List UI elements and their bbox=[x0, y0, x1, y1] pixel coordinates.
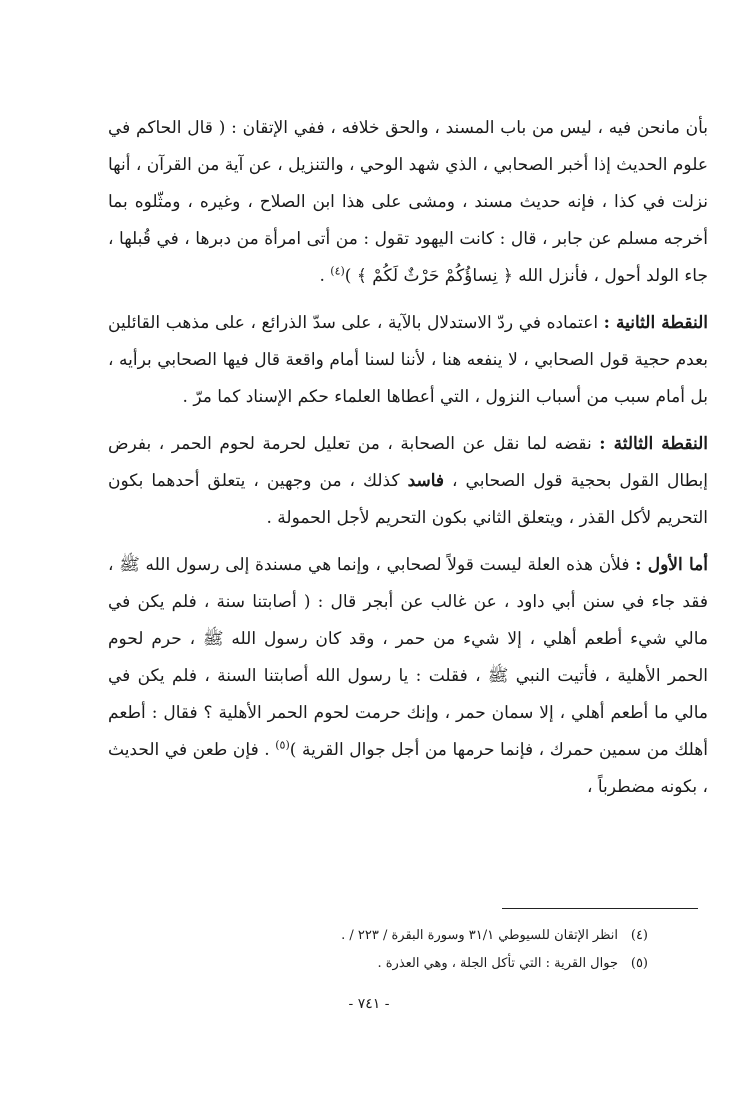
footnote-text: جوال القرية : التي تأكل الجلة ، وهي العذرة . bbox=[377, 956, 618, 971]
footnotes bbox=[108, 922, 648, 978]
paragraph-3-emphasis: فاسد bbox=[407, 471, 445, 491]
paragraph-3-text-1: نقضه لما نقل عن الصحابة ، من تعليل لحرمة لحوم الحمر ، بفرض إبطال القول بحجية قول الصحابي ، bbox=[108, 434, 708, 491]
footnote-ref-5[interactable]: (٥) bbox=[275, 738, 290, 752]
paragraph-3-heading: النقطة الثالثة : bbox=[599, 434, 708, 454]
footnote-number: (٤) bbox=[630, 928, 648, 943]
paragraph-3 bbox=[108, 426, 708, 537]
paragraph-4-tail: . فإن طعن في الحديث ، بكونه مضطرباً ، bbox=[108, 740, 708, 797]
paragraph-4-text: فلأن هذه العلة ليست قولاً لصحابي ، وإنما هي مسندة إلى رسول الله ﷺ ، فقد جاء في سنن أبي داود ، عن غالب عن أبجر قال : ( أصابتنا سنة ، فلم يكن في مالي شيء أطعم أهلي ، إلا شيء من حمر ، وقد كان رسول الله ﷺ ، حرم لحوم الحمر الأهلية ، فأتيت النبي ﷺ ، فقلت : يا رسول الله أصابتنا السنة ، فلم يكن في مالي ما أطعم أهلي ، إلا سمان حمر ، وإنك حرمت لحوم الحمر الأهلية ؟ فقال : أطعم أهلك من سمين حمرك ، فإنما حرمها من أجل جوال القرية ) bbox=[108, 555, 708, 760]
paragraph-2-text: اعتماده في ردّ الاستدلال بالآية ، على سدّ الذرائع ، على مذهب القائلين بعدم حجية قول الصحابي ، لا ينفعه هنا ، لأننا لسنا أمام واقعة قال فيها الصحابي برأيه ، بل أمام سبب من أسباب النزول ، التي أعطاها العلماء حكم الإسناد كما مرّ . bbox=[108, 313, 708, 407]
footnote-divider bbox=[502, 908, 698, 909]
paragraph-1 bbox=[108, 110, 708, 295]
page-number: - ٧٤١ - bbox=[348, 996, 390, 1012]
paragraph-4-heading: أما الأول : bbox=[635, 555, 708, 575]
footnote-4 bbox=[108, 922, 648, 950]
paragraph-2 bbox=[108, 305, 708, 416]
page-body bbox=[108, 110, 708, 806]
footnote-ref-4[interactable]: (٤) bbox=[330, 264, 345, 278]
paragraph-4 bbox=[108, 547, 708, 806]
footnote-5 bbox=[108, 950, 648, 978]
footnote-number: (٥) bbox=[630, 956, 648, 971]
paragraph-3-text-2: كذلك ، من وجهين ، يتعلق أحدهما بكون التحريم لأكل القذر ، ويتعلق الثاني بكون التحريم لأجل الحمولة . bbox=[108, 471, 708, 528]
paragraph-2-heading: النقطة الثانية : bbox=[603, 313, 708, 333]
footnote-text: انظر الإتقان للسيوطي ٣١/١ وسورة البقرة / ٢٢٣ / . bbox=[341, 928, 618, 943]
paragraph-1-text: بأن مانحن فيه ، ليس من باب المسند ، والحق خلافه ، ففي الإتقان : ( قال الحاكم في علوم الحديث إذا أخبر الصحابي ، الذي شهد الوحي ، والتنزيل ، عن آية من القرآن ، أنها نزلت في كذا ، فإنه حديث مسند ، ومشى على هذا ابن الصلاح ، وغيره ، ومثّلوه بما أخرجه مسلم عن جابر ، قال : كانت اليهود تقول : من أتى امرأة من دبرها ، في قُبلها ، جاء الولد أحول ، فأنزل الله ﴿ نِساؤُكُمْ حَرْثٌ لَكُمْ ﴾ ) bbox=[108, 118, 708, 286]
paragraph-1-tail: . bbox=[319, 266, 331, 286]
